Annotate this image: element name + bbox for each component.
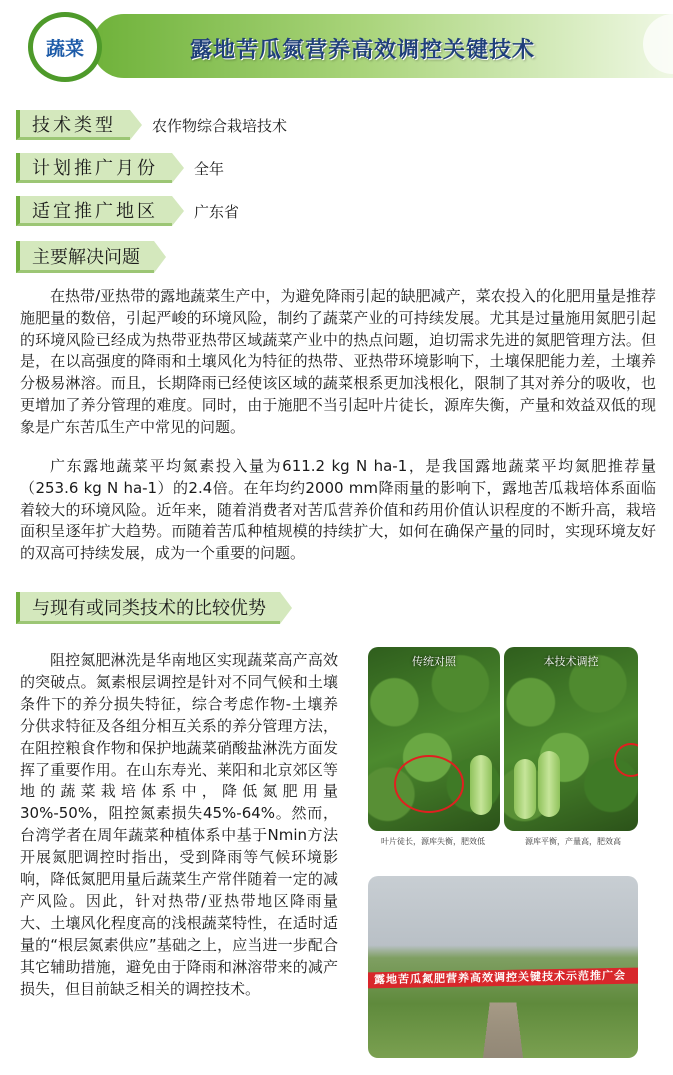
highlight-circle — [614, 743, 638, 777]
promo-area-value: 广东省 — [194, 202, 240, 221]
problem-paragraph-2: 广东露地蔬菜平均氮素投入量为611.2 kg N ha-1，是我国露地蔬菜平均氮肥推荐量（253.6 kg N ha-1）的2.4倍。在年均约2000 mm降雨量的影响下，露地苦瓜栽培体系面临着较大的环境风险。近年来，随着消费者对苦瓜营养价值和药用价值认识程度的不断升高，栽培面积呈逐年扩大趋势。而随着苦瓜种植规模的持续扩大，如何在确保产量的同时，实现环境友好的双高可持续发展，成为一个重要的问题。 — [20, 457, 656, 563]
photo-field-demo — [368, 876, 638, 1058]
tech-type-value: 农作物综合栽培技术 — [152, 116, 288, 135]
problem-paragraph-1: 在热带/亚热带的露地蔬菜生产中，为避免降雨引起的缺肥减产，菜农投入的化肥用量是推荐施肥量的数倍，引起严峻的环境风险，制约了蔬菜产业的可持续发展。尤其是过量施用氮肥引起的环境风险已经成为热带亚热带区域蔬菜产业中的热点问题，迫切需求先进的氮肥管理方法。但是，在以高强度的降雨和土壤风化为特征的热带、亚热带环境影响下，土壤保肥能力差，土壤养分极易淋溶。而且，长期降雨已经使该区域的蔬菜根系更加浅根化，限制了其对养分的吸收，也更增加了养分管理的难度。同时，由于施肥不当引起叶片徒长，源库失衡，产量和效益双低的现象是广东苦瓜生产中常见的问题。 — [20, 287, 656, 436]
section-heading-problem: 主要解决问题 — [16, 241, 154, 273]
bitter-gourd-image — [514, 759, 536, 819]
promo-month-label: 计划推广月份 — [16, 153, 172, 183]
photo-conventional — [368, 647, 500, 831]
promo-area-row — [16, 196, 239, 226]
page-title: 露地苦瓜氮营养高效调控关键技术 — [190, 38, 536, 63]
category-badge-text: 蔬菜 — [45, 37, 84, 60]
promo-month-row — [16, 153, 224, 183]
header — [0, 0, 673, 95]
photo-technology — [504, 647, 638, 831]
photo-conventional-caption: 叶片徒长，源库失衡，肥效低 — [381, 837, 485, 846]
promo-month-value: 全年 — [194, 159, 225, 178]
tech-type-row — [16, 110, 287, 140]
category-badge — [28, 12, 102, 82]
field-ditch — [479, 1003, 526, 1058]
photo-conventional-label: 传统对照 — [412, 655, 456, 668]
section-heading-advantage: 与现有或同类技术的比较优势 — [16, 592, 280, 624]
highlight-circle — [394, 755, 464, 813]
bitter-gourd-image — [538, 751, 560, 817]
photo-technology-label: 本技术调控 — [543, 655, 599, 668]
advantage-paragraph: 阻控氮肥淋洗是华南地区实现蔬菜高产高效的突破点。氮素根层调控是针对不同气候和土壤条件下的养分损失特征，综合考虑作物-土壤养分供求特征及各组分相互关系的养分管理方法，在阻控粮食作物和保护地蔬菜硝酸盐淋洗方面发挥了重要作用。在山东寿光、莱阳和北京郊区等地的蔬菜栽培体系中，降低氮肥用量30%-50%，阻控氮素损失45%-64%。然而，台湾学者在周年蔬菜种植体系中基于Nmin方法开展氮肥调控时指出，受到降雨等气候环境影响，降低氮肥用量后蔬菜生产常伴随着一定的减产风险。因此，针对热带/亚热带地区降雨量大、土壤风化程度高的浅根蔬菜特性，在适时适量的“根层氮素供应”基础之上，应当进一步配合其它辅助措施，避免由于降雨和淋溶带来的减产损失，但目前缺乏相关的调控技术。 — [20, 651, 338, 998]
photo-technology-caption: 源库平衡，产量高，肥效高 — [525, 837, 621, 846]
field-banner-text: 露地苦瓜氮肥营养高效调控关键技术示范推广会 — [368, 968, 638, 989]
promo-area-label: 适宜推广地区 — [16, 196, 172, 226]
tech-type-label: 技术类型 — [16, 110, 130, 140]
bitter-gourd-image — [470, 755, 492, 815]
